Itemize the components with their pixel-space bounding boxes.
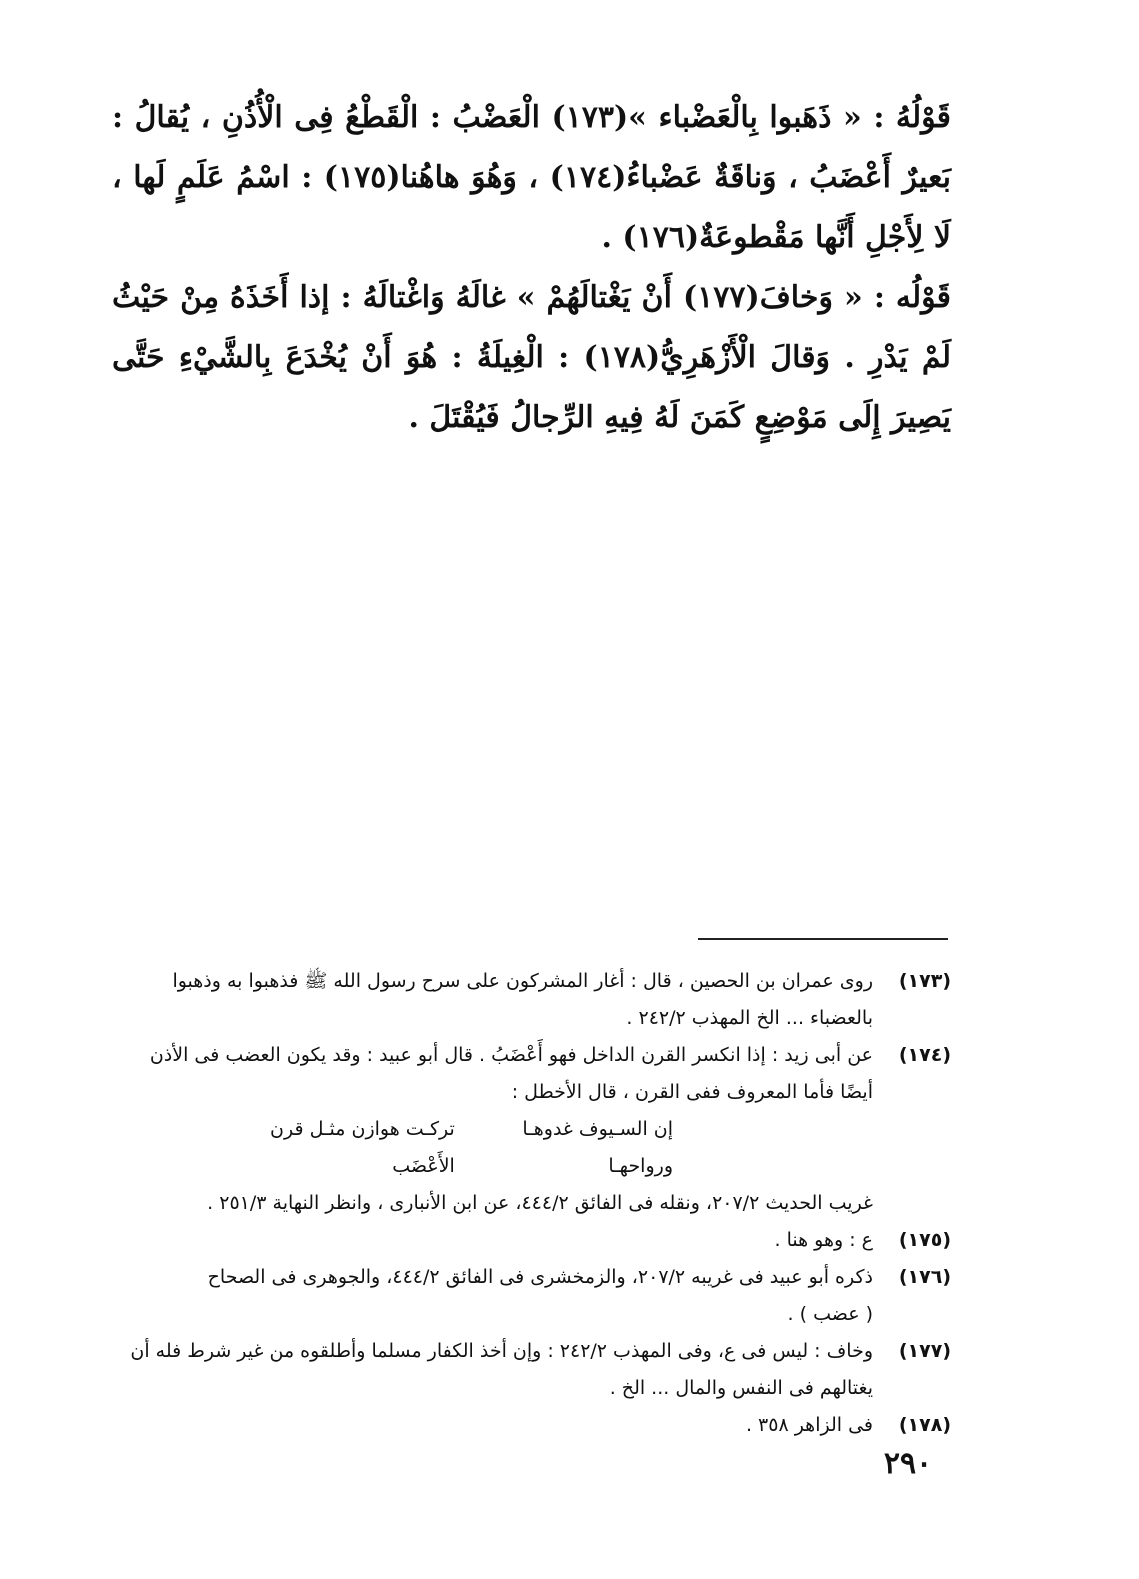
main-paragraph-2: قَوْلُه : « وَخافَ(١٧٧) أَنْ يَغْتالَهُمْ » غالَهُ وَاغْتالَهُ : إذا أَخَذَهُ مِنْ حَيْثُ لَمْ يَدْرِ . وَقالَ الْأَزْهَرِيُّ(١٧٨) : الْغِيلَةُ : هُوَ أَنْ يُخْدَعَ بِالشَّيْءِ حَتَّى يَصِيرَ إِلَى مَوْضِعٍ كَمَنَ لَهُ فِيهِ الرِّجالُ فَيُقْتَلَ . xyxy=(112,280,952,435)
footnote-177 xyxy=(110,1333,951,1370)
main-text-body xyxy=(112,88,951,448)
footnote-173 xyxy=(110,963,951,1000)
footnote-number: (١٧٧) xyxy=(898,1340,951,1362)
footnote-continuation: يغتالهم فى النفس والمال ... الخ . xyxy=(609,1377,873,1399)
footnote-continuation: ( عضب ) . xyxy=(787,1303,873,1325)
footnote-174 xyxy=(110,1037,951,1074)
footnote-number: (١٧٥) xyxy=(898,1229,951,1251)
footnote-text: عن أبى زيد : إذا انكسر القرن الداخل فهو أَعْضَبُ . قال أبو عبيد : وقد يكون العضب فى الأذن xyxy=(149,1044,873,1066)
footnote-text: ذكره أبو عبيد فى غريبه ٢٠٧/٢، والزمخشرى فى الفائق ٤٤٤/٢، والجوهرى فى الصحاح xyxy=(207,1266,873,1288)
footnote-separator-line xyxy=(698,938,948,940)
main-paragraph-1: قَوْلُهُ : « ذَهَبوا بِالْعَضْباء »(١٧٣) الْعَضْبُ : الْقَطْعُ فِى الْأُذُنِ ، يُقالُ : بَعيرٌ أَعْضَبُ ، وَناقَةٌ عَضْباءُ(١٧٤) ، وَهُوَ هاهُنا(١٧٥) : اسْمُ عَلَمٍ لَها ، لَا لِأَجْلِ أَنَّها مَقْطوعَةٌ(١٧٦) . xyxy=(112,100,951,255)
footnote-text: روى عمران بن الحصين ، قال : أغار المشركون على سرح رسول الله ﷺ فذهبوا به وذهبوا xyxy=(172,970,873,992)
footnote-number: (١٧٨) xyxy=(898,1414,951,1436)
footnote-176 xyxy=(110,1259,951,1296)
footnote-number: (١٧٤) xyxy=(898,1044,951,1066)
footnote-number: (١٧٣) xyxy=(898,970,951,992)
footnote-175 xyxy=(110,1222,951,1259)
footnote-continuation: أيضًا فأما المعروف ففى القرن ، قال الأخطل : xyxy=(511,1081,873,1103)
footnote-text: فى الزاهر ٣٥٨ . xyxy=(745,1414,873,1436)
footnote-text: ع : وهو هنا . xyxy=(774,1229,873,1251)
verse-second-hemistich: تركـت هوازن مثـل قرن الأَعْضَب xyxy=(270,1118,455,1177)
footnote-178 xyxy=(110,1407,951,1444)
footnote-continuation: بالعضباء ... الخ المهذب ٢٤٢/٢ . xyxy=(626,1007,873,1029)
footnote-text: وخاف : ليس فى ع، وفى المهذب ٢٤٢/٢ : وإن أخذ الكفار مسلما وأطلقوه من غير شرط فله أن xyxy=(130,1340,873,1362)
poem-verse xyxy=(110,1111,873,1185)
footnotes-section xyxy=(110,963,951,1444)
page-number: ٢٩٠ xyxy=(883,1446,933,1481)
footnote-number: (١٧٦) xyxy=(898,1266,951,1288)
footnote-continuation: غريب الحديث ٢٠٧/٢، ونقله فى الفائق ٤٤٤/٢، عن ابن الأنبارى ، وانظر النهاية ٢٥١/٣ . xyxy=(207,1192,873,1214)
verse-first-hemistich: إن السـيوف غدوهـا ورواحهـا xyxy=(522,1118,673,1177)
